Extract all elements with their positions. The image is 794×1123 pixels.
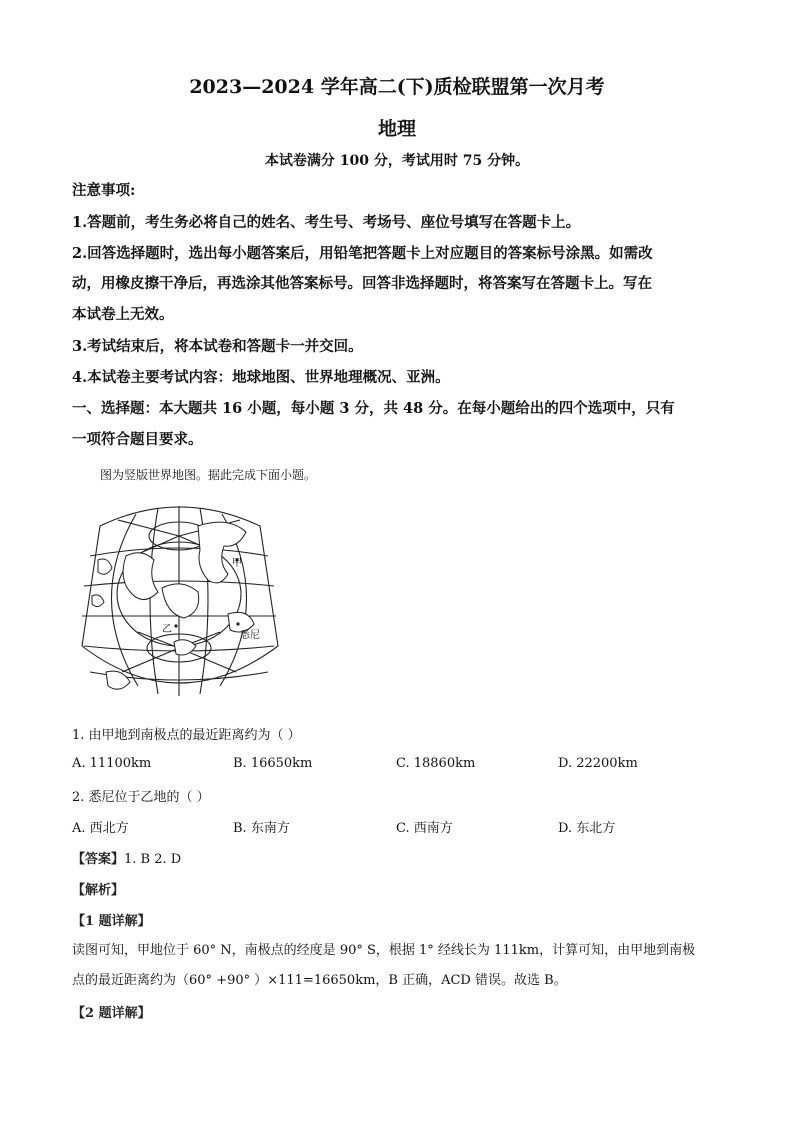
q1-option-b: B. 16650km: [233, 756, 313, 771]
answer-line: [72, 848, 181, 867]
detail-2-tag: 【2 题详解】: [72, 1006, 151, 1021]
note-3: 3.考试结束后，将本试卷和答题卡一并交回。: [72, 338, 363, 355]
q2-option-b: B. 东南方: [233, 821, 290, 836]
detail-1-line1: 读图可知，甲地位于 60° N，南极点的经度是 90° S，根据 1° 经线长为 111km，计算可知，由甲地到南极: [72, 943, 696, 958]
section-heading-line1: 一、选择题：本大题共 16 小题，每小题 3 分，共 48 分。在每小题给出的四个选项中，只有: [72, 400, 675, 417]
note-2-line3: 本试卷上无效。: [72, 306, 174, 323]
analysis-tag: 【解析】: [72, 883, 125, 898]
note-2-line1: 2.回答选择题时，选出每小题答案后，用铅笔把答题卡上对应题目的答案标号涂黑。如需改: [72, 245, 653, 262]
world-map-figure: [78, 496, 280, 704]
detail-1-tag: 【1 题详解】: [72, 914, 151, 929]
exam-info: 本试卷满分 100 分，考试用时 75 分钟。: [264, 153, 530, 169]
q1-option-d: D. 22200km: [558, 756, 638, 771]
label-jia: 甲: [232, 558, 242, 569]
q1-option-a: A. 11100km: [72, 756, 152, 771]
note-1: 1.答题前，考生务必将自己的姓名、考生号、考场号、座位号填写在答题卡上。: [72, 214, 581, 231]
page-title: 2023—2024 学年高二(下)质检联盟第一次月考: [189, 76, 605, 98]
section-heading-line2: 一项符合题目要求。: [72, 431, 203, 448]
note-4: 4.本试卷主要考试内容：地球地图、世界地理概况、亚洲。: [72, 369, 450, 386]
q2-option-d: D. 东北方: [558, 821, 616, 836]
subject-title: 地理: [377, 118, 416, 140]
q2-option-c: C. 西南方: [396, 821, 453, 836]
question-2-stem: 2. 悉尼位于乙地的（ ）: [72, 790, 210, 805]
q1-option-c: C. 18860km: [396, 756, 476, 771]
note-2-line2: 动，用橡皮擦干净后，再选涂其他答案标号。回答非选择题时，将答案写在答题卡上。写在: [72, 275, 652, 292]
label-sydney: 悉尼: [240, 630, 260, 641]
notes-heading: 注意事项:: [72, 182, 136, 199]
answer-tag: 【答案】: [72, 852, 125, 867]
figure-caption: 图为竖版世界地图。据此完成下面小题。: [100, 468, 317, 482]
answer-value: 1. B 2. D: [124, 852, 182, 867]
question-1-stem: 1. 由甲地到南极点的最近距离约为（ ）: [72, 728, 301, 743]
detail-1-line2: 点的最近距离约为（60° +90° ）×111=16650km，B 正确，ACD 错误。故选 B。: [72, 973, 567, 988]
label-yi: 乙: [162, 624, 172, 635]
q2-option-a: A. 西北方: [72, 821, 129, 836]
